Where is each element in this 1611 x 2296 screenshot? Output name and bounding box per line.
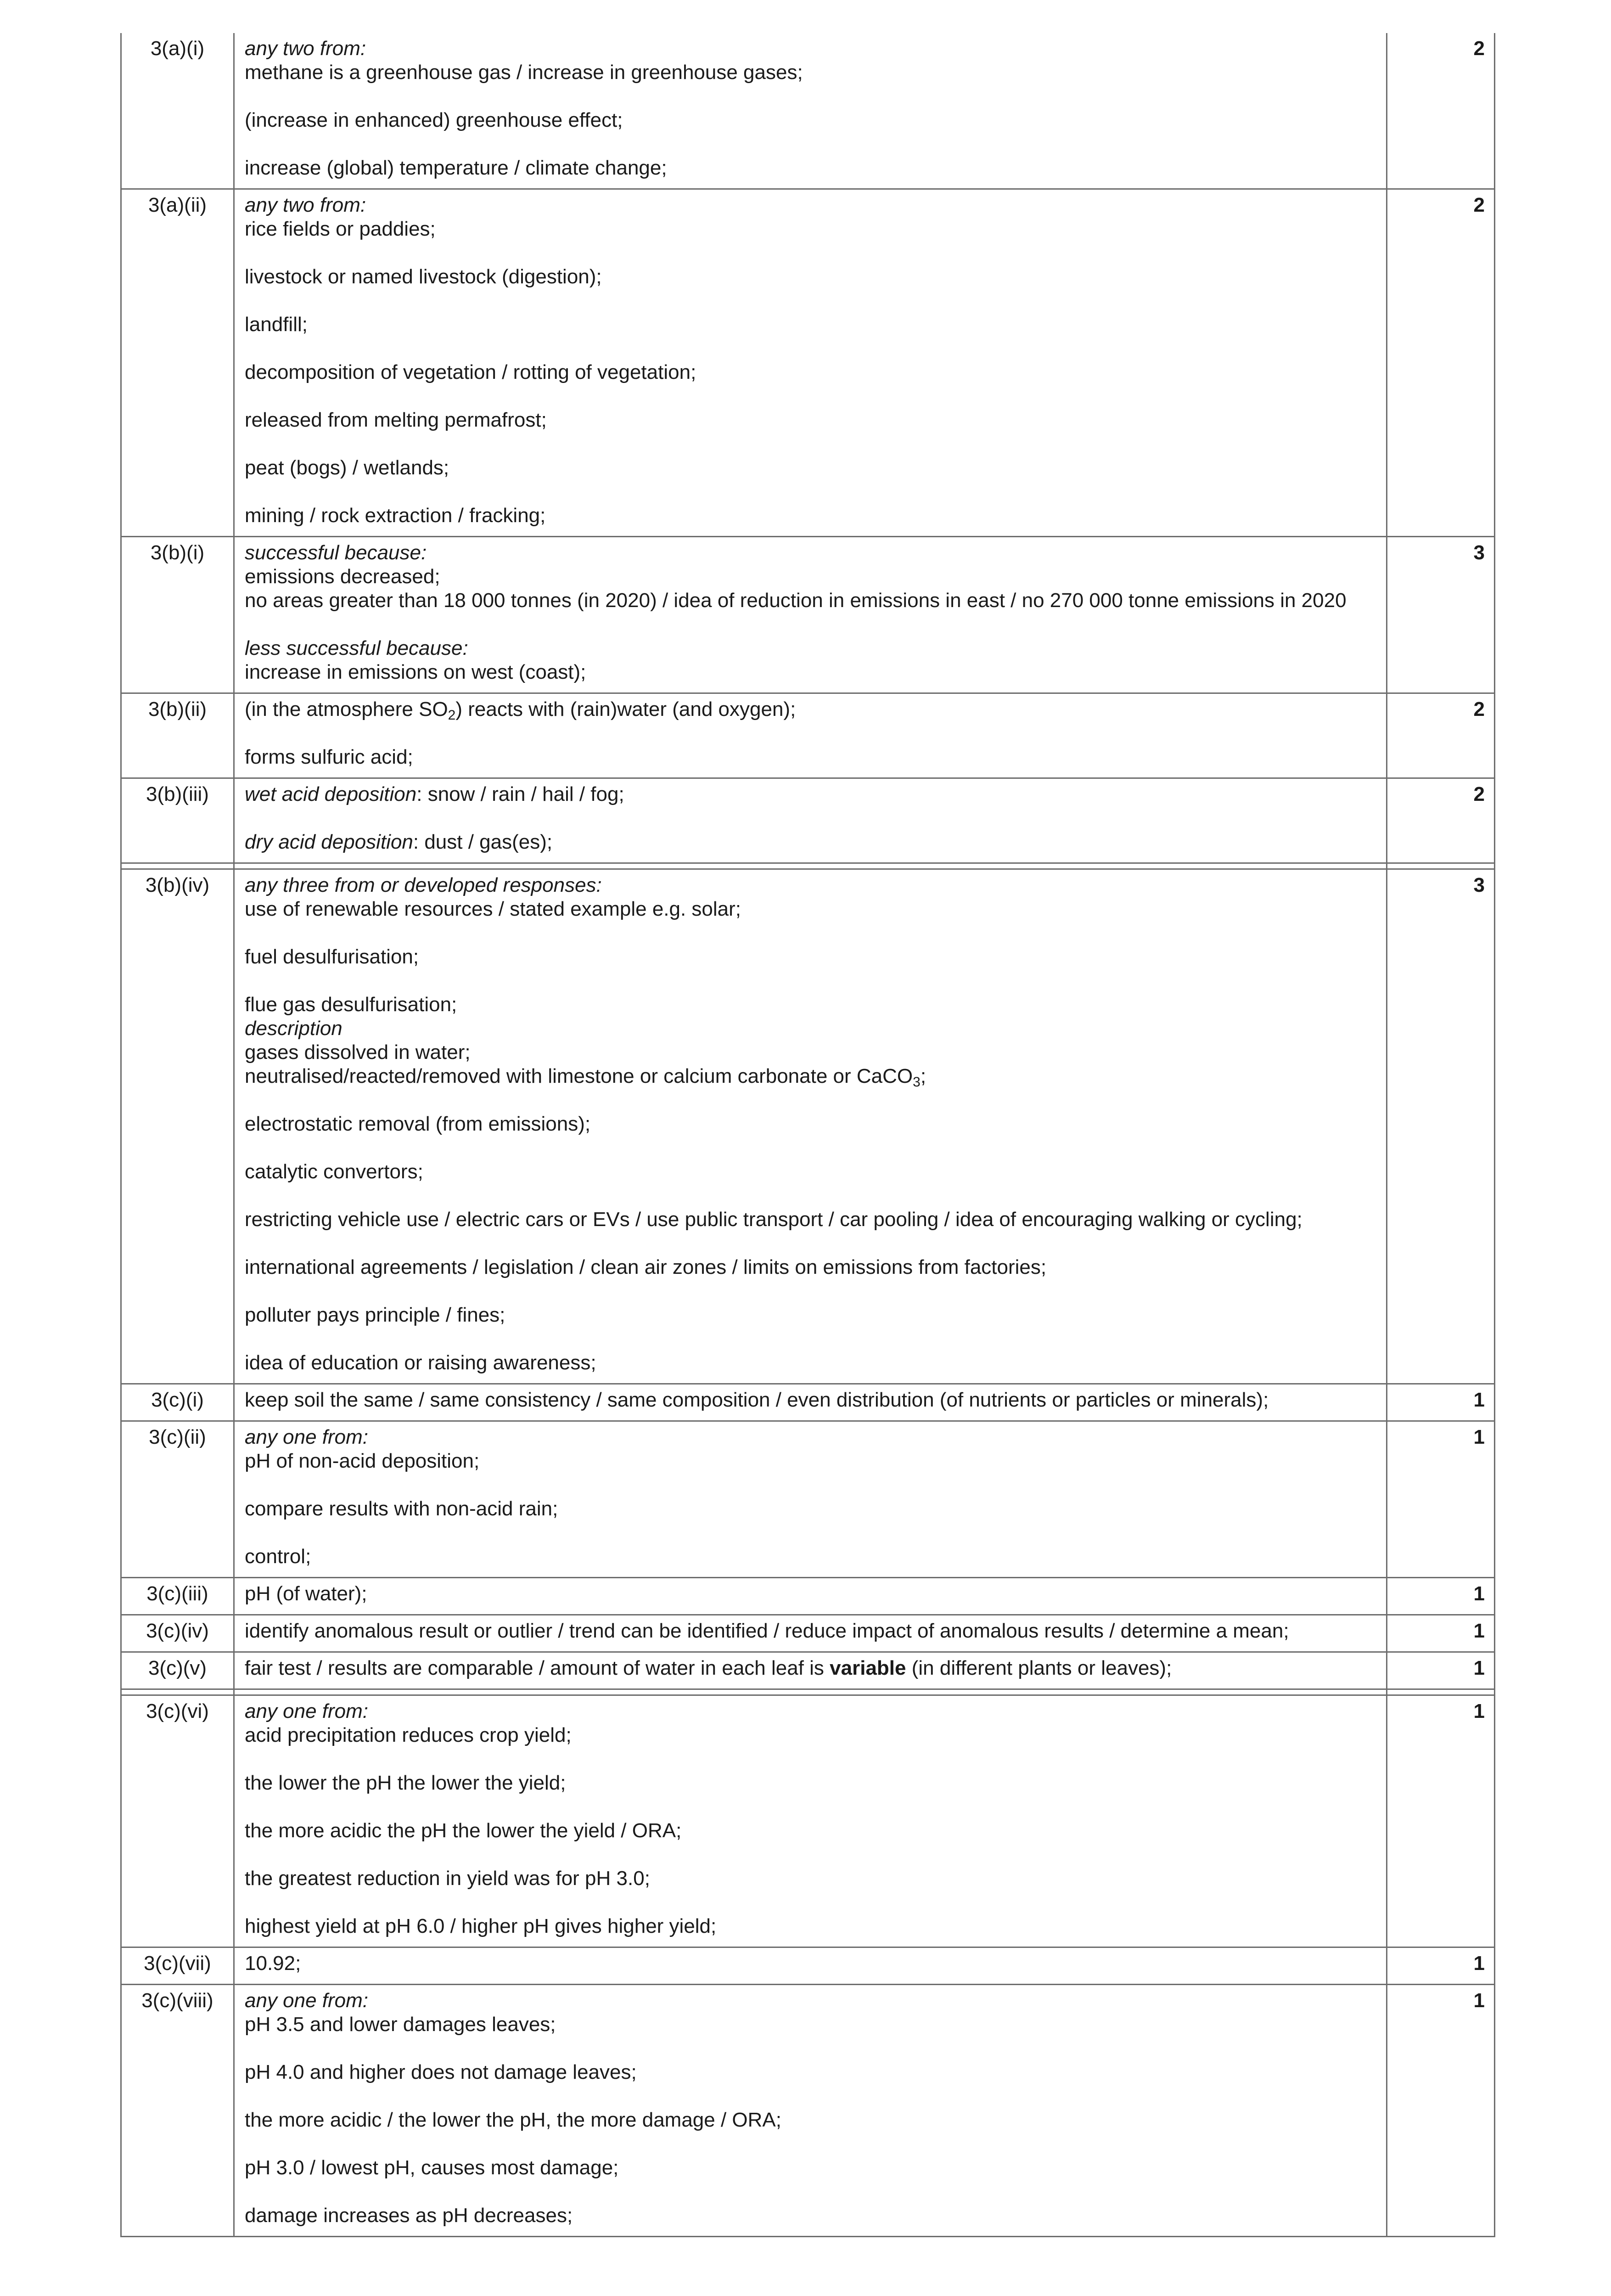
table-row <box>121 869 1495 1384</box>
line-text: any three from or developed responses: <box>245 874 602 896</box>
table-row <box>121 189 1495 537</box>
line-text: : snow / rain / hail / fog; <box>416 783 624 805</box>
answer-line <box>245 565 1377 589</box>
italic-heading <box>245 1699 1377 1723</box>
blank-line <box>245 1327 1377 1351</box>
italic-prefix: dry acid deposition <box>245 831 413 853</box>
answer-cell <box>234 1652 1387 1689</box>
answer-line <box>245 1771 1377 1795</box>
line-text: no areas greater than 18 000 tonnes (in 2020) / idea of reduction in emissions in east / no 270 000 tonne emissions in 2020 <box>245 589 1347 612</box>
blank-line <box>245 480 1377 504</box>
line-text: the lower the pH the lower the yield; <box>245 1772 566 1794</box>
answer-cell <box>234 1985 1387 2237</box>
line-text: (in the atmosphere SO <box>245 698 448 720</box>
answer-line <box>245 1867 1377 1891</box>
marks-cell: 2 <box>1387 33 1495 189</box>
answer-line <box>245 61 1377 84</box>
line-text: decomposition of vegetation / rotting of vegetation; <box>245 361 696 383</box>
separator-cell <box>1387 1689 1495 1695</box>
line-text: any one from: <box>245 1426 369 1448</box>
line-text: peat (bogs) / wetlands; <box>245 456 449 479</box>
blank-line <box>245 132 1377 156</box>
answer-cell <box>234 537 1387 693</box>
line-text: neutralised/reacted/removed with limestone or calcium carbonate or CaCO <box>245 1065 913 1087</box>
marks-cell: 1 <box>1387 1947 1495 1985</box>
answer-line <box>245 108 1377 132</box>
separator-cell <box>234 863 1387 869</box>
line-text: landfill; <box>245 313 308 336</box>
italic-heading <box>245 541 1377 565</box>
answer-line <box>245 1351 1377 1375</box>
italic-heading <box>245 1017 1377 1041</box>
table-row <box>121 1695 1495 1947</box>
blank-line <box>245 969 1377 993</box>
table-row <box>121 1615 1495 1652</box>
line-text: livestock or named livestock (digestion); <box>245 265 602 288</box>
blank-line <box>245 1088 1377 1112</box>
answer-line <box>245 313 1377 337</box>
table-row <box>121 1421 1495 1578</box>
marks-cell: 2 <box>1387 778 1495 863</box>
answer-line <box>245 1819 1377 1843</box>
marks-cell: 3 <box>1387 537 1495 693</box>
line-text-suffix: (in different plants or leaves); <box>906 1657 1172 1679</box>
row-separator <box>121 1689 1495 1695</box>
answer-line <box>245 1255 1377 1279</box>
answer-line <box>245 504 1377 528</box>
answer-cell <box>234 693 1387 778</box>
line-text: the more acidic / the lower the pH, the more damage / ORA; <box>245 2109 781 2131</box>
blank-line <box>245 613 1377 636</box>
marks-cell: 3 <box>1387 869 1495 1384</box>
separator-cell <box>234 1689 1387 1695</box>
answer-line <box>245 1545 1377 1569</box>
line-text-suffix: ) reacts with (rain)water (and oxygen); <box>455 698 796 720</box>
answer-line <box>245 1723 1377 1747</box>
line-text: pH 4.0 and higher does not damage leaves; <box>245 2061 637 2083</box>
answer-line <box>245 897 1377 921</box>
blank-line <box>245 241 1377 265</box>
line-text: catalytic convertors; <box>245 1160 423 1183</box>
line-text: : dust / gas(es); <box>413 831 553 853</box>
blank-line <box>245 289 1377 313</box>
answer-line <box>245 745 1377 769</box>
italic-heading <box>245 1425 1377 1449</box>
answer-line <box>245 830 1377 854</box>
answer-line <box>245 698 1377 721</box>
answer-line <box>245 360 1377 384</box>
separator-cell <box>121 1689 234 1695</box>
blank-line <box>245 384 1377 408</box>
answer-cell <box>234 1421 1387 1578</box>
line-text: less successful because: <box>245 637 468 659</box>
answer-line <box>245 1656 1377 1680</box>
marks-cell: 1 <box>1387 1615 1495 1652</box>
question-number: 3(a)(i) <box>121 33 234 189</box>
question-number: 3(c)(vi) <box>121 1695 234 1947</box>
table-row <box>121 778 1495 863</box>
answer-line <box>245 1914 1377 1938</box>
row-separator <box>121 863 1495 869</box>
question-number: 3(c)(ii) <box>121 1421 234 1578</box>
mark-scheme-table <box>120 33 1495 2237</box>
table-row <box>121 1652 1495 1689</box>
line-text: any one from: <box>245 1989 369 2012</box>
marks-cell: 1 <box>1387 1695 1495 1947</box>
line-text: international agreements / legislation / clean air zones / limits on emissions from factories; <box>245 1256 1047 1278</box>
line-text: electrostatic removal (from emissions); <box>245 1113 591 1135</box>
answer-line <box>245 1449 1377 1473</box>
blank-line <box>245 1136 1377 1160</box>
answer-cell <box>234 869 1387 1384</box>
blank-line <box>245 432 1377 456</box>
subscript: 3 <box>913 1075 921 1090</box>
answer-cell <box>234 189 1387 537</box>
line-text: polluter pays principle / fines; <box>245 1304 505 1326</box>
line-text: damage increases as pH decreases; <box>245 2204 573 2227</box>
line-text: fuel desulfurisation; <box>245 945 419 968</box>
line-text: any two from: <box>245 37 366 60</box>
answer-line <box>245 2156 1377 2180</box>
line-text: identify anomalous result or outlier / trend can be identified / reduce impact of anomalous results / determine a mean; <box>245 1620 1289 1642</box>
blank-line <box>245 1473 1377 1497</box>
blank-line <box>245 1232 1377 1255</box>
blank-line <box>245 1795 1377 1819</box>
blank-line <box>245 921 1377 945</box>
marks-cell: 1 <box>1387 1384 1495 1421</box>
question-number: 3(c)(iii) <box>121 1578 234 1615</box>
answer-cell <box>234 1578 1387 1615</box>
answer-line <box>245 1041 1377 1064</box>
question-number: 3(c)(i) <box>121 1384 234 1421</box>
line-text: gases dissolved in water; <box>245 1041 471 1064</box>
bold-text: variable <box>830 1657 906 1679</box>
mark-scheme-body <box>121 33 1495 2237</box>
line-text: acid precipitation reduces crop yield; <box>245 1724 572 1746</box>
blank-line <box>245 2084 1377 2108</box>
answer-line <box>245 945 1377 969</box>
blank-line <box>245 2132 1377 2156</box>
table-row <box>121 1947 1495 1985</box>
line-text: released from melting permafrost; <box>245 409 547 431</box>
question-number: 3(c)(iv) <box>121 1615 234 1652</box>
answer-line <box>245 1160 1377 1184</box>
answer-line <box>245 1112 1377 1136</box>
line-text: idea of education or raising awareness; <box>245 1351 596 1374</box>
blank-line <box>245 1747 1377 1771</box>
line-text: pH of non-acid deposition; <box>245 1450 480 1472</box>
line-text: (increase in enhanced) greenhouse effect; <box>245 109 623 131</box>
marks-cell: 2 <box>1387 189 1495 537</box>
table-row <box>121 1578 1495 1615</box>
answer-line <box>245 265 1377 289</box>
line-text: the more acidic the pH the lower the yield / ORA; <box>245 1819 682 1842</box>
marks-cell: 2 <box>1387 693 1495 778</box>
line-text: compare results with non-acid rain; <box>245 1497 558 1520</box>
line-text: pH 3.5 and lower damages leaves; <box>245 2013 556 2036</box>
answer-line <box>245 1388 1377 1412</box>
subscript: 2 <box>448 708 456 723</box>
blank-line <box>245 337 1377 360</box>
line-text: keep soil the same / same consistency / same composition / even distribution (of nutrients or particles or minerals); <box>245 1389 1269 1411</box>
answer-line <box>245 408 1377 432</box>
line-text: any one from: <box>245 1700 369 1722</box>
table-row <box>121 1384 1495 1421</box>
blank-line <box>245 721 1377 745</box>
answer-line <box>245 2204 1377 2228</box>
line-text: the greatest reduction in yield was for pH 3.0; <box>245 1867 650 1890</box>
marks-cell: 1 <box>1387 1652 1495 1689</box>
italic-heading <box>245 193 1377 217</box>
blank-line <box>245 1891 1377 1914</box>
blank-line <box>245 1521 1377 1545</box>
italic-prefix: wet acid deposition <box>245 783 417 805</box>
blank-line <box>245 2180 1377 2204</box>
blank-line <box>245 84 1377 108</box>
line-text: pH (of water); <box>245 1582 367 1605</box>
answer-cell <box>234 1615 1387 1652</box>
blank-line <box>245 1279 1377 1303</box>
answer-line <box>245 1619 1377 1643</box>
table-row <box>121 1985 1495 2237</box>
question-number: 3(c)(vii) <box>121 1947 234 1985</box>
separator-cell <box>121 863 234 869</box>
marks-cell: 1 <box>1387 1985 1495 2237</box>
line-text: use of renewable resources / stated example e.g. solar; <box>245 898 741 920</box>
line-text: fair test / results are comparable / amount of water in each leaf is <box>245 1657 830 1679</box>
marks-cell: 1 <box>1387 1578 1495 1615</box>
italic-heading <box>245 873 1377 897</box>
answer-line <box>245 589 1377 613</box>
blank-line <box>245 806 1377 830</box>
question-number: 3(c)(v) <box>121 1652 234 1689</box>
line-text: forms sulfuric acid; <box>245 746 413 768</box>
line-text-suffix: ; <box>920 1065 926 1087</box>
answer-line <box>245 2013 1377 2037</box>
answer-line <box>245 1497 1377 1521</box>
answer-line <box>245 1208 1377 1232</box>
italic-heading <box>245 636 1377 660</box>
line-text: mining / rock extraction / fracking; <box>245 504 546 527</box>
line-text: increase (global) temperature / climate change; <box>245 157 667 179</box>
line-text: rice fields or paddies; <box>245 218 436 240</box>
table-row <box>121 537 1495 693</box>
italic-heading <box>245 37 1377 61</box>
line-text: successful because: <box>245 541 427 564</box>
line-text: methane is a greenhouse gas / increase in greenhouse gases; <box>245 61 803 84</box>
question-number: 3(c)(viii) <box>121 1985 234 2237</box>
answer-line <box>245 660 1377 684</box>
question-number: 3(b)(i) <box>121 537 234 693</box>
line-text: description <box>245 1017 342 1040</box>
answer-cell <box>234 1947 1387 1985</box>
answer-line <box>245 782 1377 806</box>
answer-line <box>245 456 1377 480</box>
line-text: pH 3.0 / lowest pH, causes most damage; <box>245 2156 619 2179</box>
marks-cell: 1 <box>1387 1421 1495 1578</box>
blank-line <box>245 1843 1377 1867</box>
answer-line <box>245 1582 1377 1606</box>
line-text: emissions decreased; <box>245 565 440 588</box>
line-text: 10.92; <box>245 1952 301 1975</box>
question-number: 3(b)(iv) <box>121 869 234 1384</box>
answer-line <box>245 156 1377 180</box>
table-row <box>121 693 1495 778</box>
answer-line <box>245 2060 1377 2084</box>
answer-line <box>245 993 1377 1017</box>
line-text: flue gas desulfurisation; <box>245 993 457 1016</box>
answer-line <box>245 2108 1377 2132</box>
line-text: highest yield at pH 6.0 / higher pH gives higher yield; <box>245 1915 717 1937</box>
blank-line <box>245 2037 1377 2060</box>
line-text: control; <box>245 1545 311 1568</box>
blank-line <box>245 1184 1377 1208</box>
question-number: 3(b)(ii) <box>121 693 234 778</box>
answer-line <box>245 1303 1377 1327</box>
answer-line <box>245 217 1377 241</box>
question-number: 3(a)(ii) <box>121 189 234 537</box>
answer-cell <box>234 33 1387 189</box>
italic-heading <box>245 1989 1377 2013</box>
answer-cell <box>234 1695 1387 1947</box>
table-row <box>121 33 1495 189</box>
answer-line <box>245 1952 1377 1975</box>
line-text: increase in emissions on west (coast); <box>245 661 586 683</box>
answer-line <box>245 1064 1377 1088</box>
line-text: any two from: <box>245 194 366 216</box>
answer-cell <box>234 778 1387 863</box>
answer-cell <box>234 1384 1387 1421</box>
question-number: 3(b)(iii) <box>121 778 234 863</box>
separator-cell <box>1387 863 1495 869</box>
line-text: restricting vehicle use / electric cars or EVs / use public transport / car pooling / idea of encouraging walking or cycling; <box>245 1208 1302 1231</box>
